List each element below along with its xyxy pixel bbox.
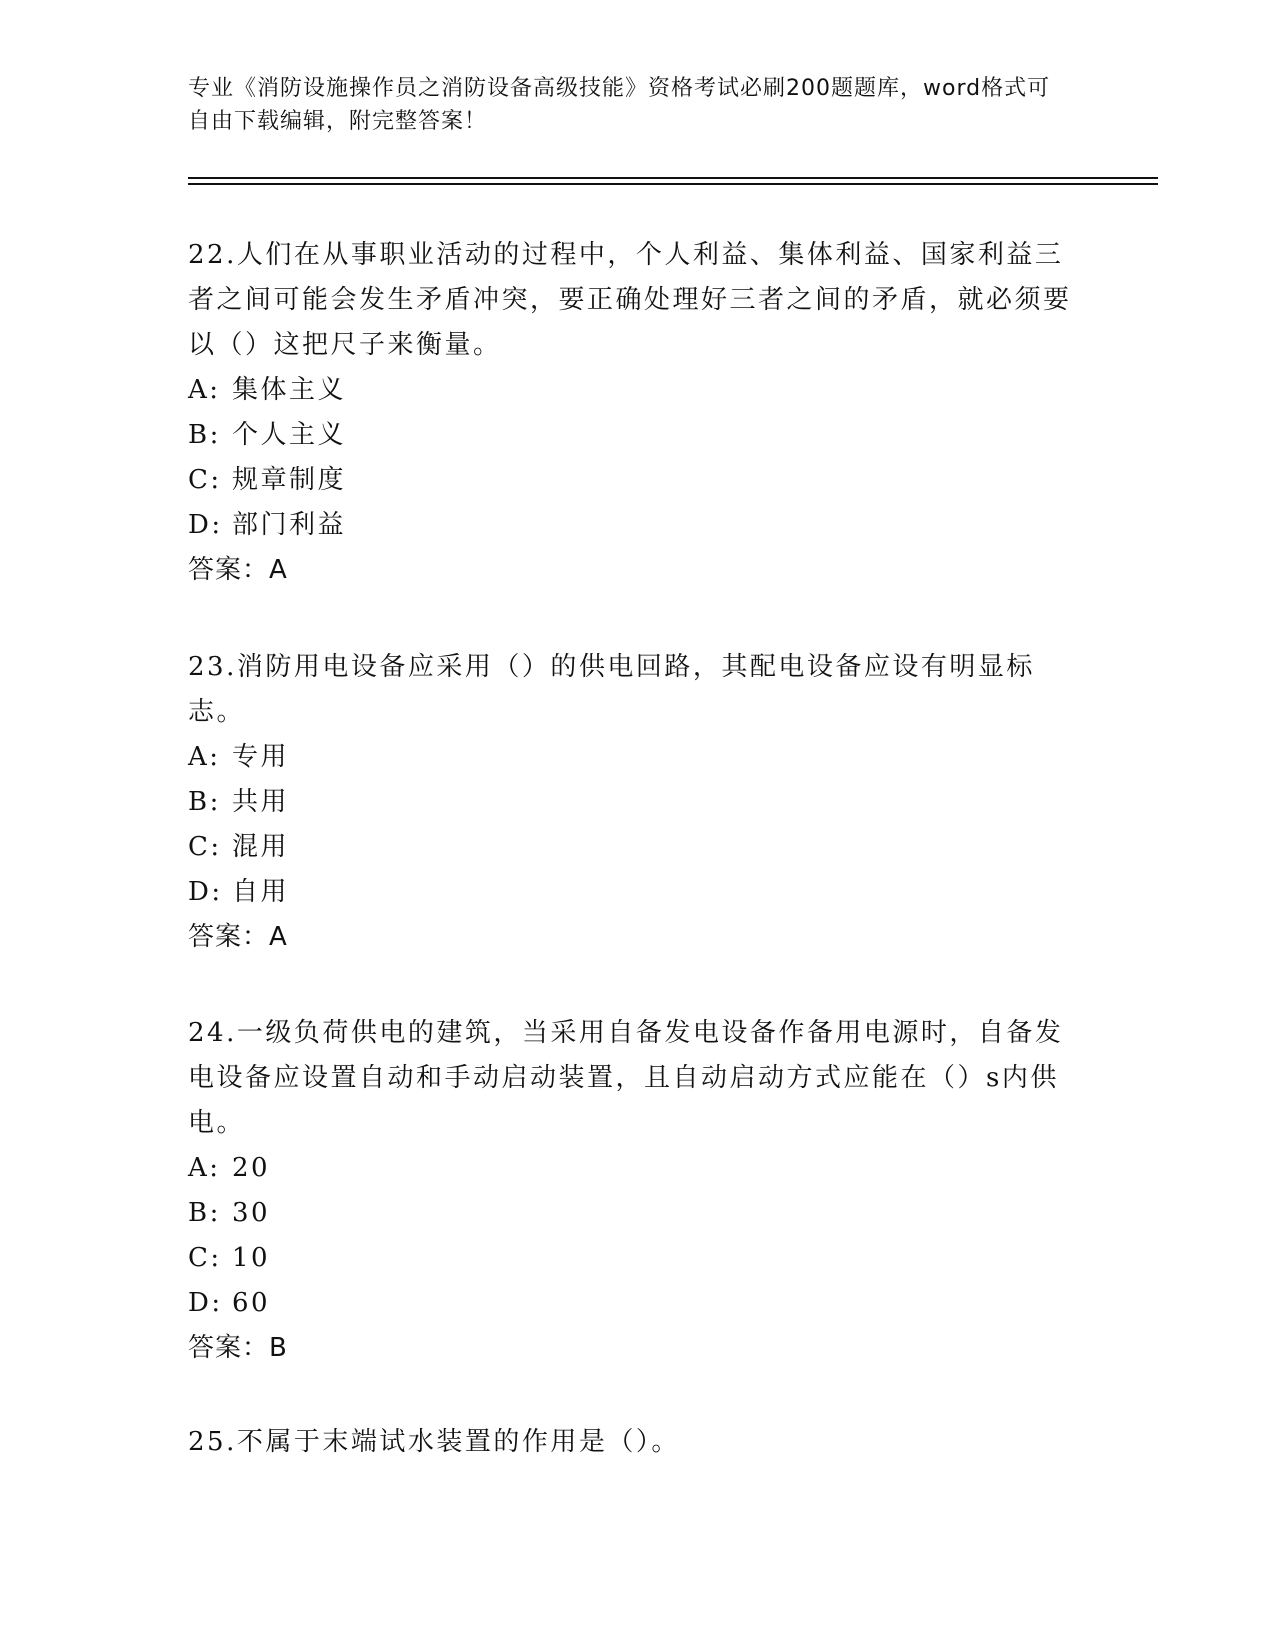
option-letter: D: — [188, 510, 223, 540]
question-stem: 24.一级负荷供电的建筑，当采用自备发电设备作备用电源时，自备发电设备应设置自动和手动启动装置，且自动启动方式应能在（）s内供电。 — [188, 1018, 1064, 1138]
header-divider-bottom — [188, 183, 1158, 185]
option-a — [188, 368, 1088, 413]
option-c — [188, 458, 1088, 503]
option-letter: C: — [188, 1243, 222, 1273]
option-letter: D: — [188, 877, 223, 907]
question-stem: 22.人们在从事职业活动的过程中，个人利益、集体利益、国家利益三者之间可能会发生矛盾冲突，要正确处理好三者之间的矛盾，就必须要以（）这把尺子来衡量。 — [188, 240, 1072, 360]
option-letter: A: — [188, 742, 221, 772]
option-letter: D: — [188, 1288, 223, 1318]
option-text: 60 — [232, 1288, 271, 1318]
option-letter: B: — [188, 787, 221, 817]
option-c — [188, 1236, 1088, 1281]
option-letter: C: — [188, 465, 222, 495]
option-text: 共用 — [232, 787, 290, 817]
document-header: 专业《消防设施操作员之消防设备高级技能》资格考试必刷200题题库，word格式可自由下载编辑，附完整答案！ — [188, 76, 1051, 134]
option-text: 混用 — [232, 832, 290, 862]
option-letter: B: — [188, 420, 221, 450]
option-text: 专用 — [232, 742, 290, 772]
question-23 — [188, 645, 1088, 960]
option-b — [188, 780, 1088, 825]
option-text: 部门利益 — [232, 510, 347, 540]
option-b — [188, 413, 1088, 458]
option-d — [188, 503, 1088, 548]
option-c — [188, 825, 1088, 870]
option-letter: A: — [188, 375, 221, 405]
option-text: 个人主义 — [232, 420, 347, 450]
question-22 — [188, 233, 1088, 593]
header-divider-top — [188, 177, 1158, 179]
option-a — [188, 735, 1088, 780]
option-a — [188, 1146, 1088, 1191]
option-text: 20 — [232, 1153, 271, 1183]
option-text: 30 — [232, 1198, 271, 1228]
option-d — [188, 1281, 1088, 1326]
option-text: 规章制度 — [232, 465, 347, 495]
option-text: 集体主义 — [232, 375, 347, 405]
option-b — [188, 1191, 1088, 1236]
answer-line: 答案：A — [188, 922, 288, 952]
option-letter: C: — [188, 832, 222, 862]
answer-line: 答案：B — [188, 1333, 288, 1363]
answer-line: 答案：A — [188, 555, 288, 585]
option-d — [188, 870, 1088, 915]
question-24 — [188, 1011, 1088, 1371]
question-25 — [188, 1420, 1088, 1465]
question-stem: 23.消防用电设备应采用（）的供电回路，其配电设备应设有明显标志。 — [188, 652, 1035, 727]
option-text: 自用 — [232, 877, 290, 907]
option-text: 10 — [232, 1243, 271, 1273]
option-letter: B: — [188, 1198, 221, 1228]
option-letter: A: — [188, 1153, 221, 1183]
question-stem: 25.不属于末端试水装置的作用是（）。 — [188, 1427, 680, 1457]
